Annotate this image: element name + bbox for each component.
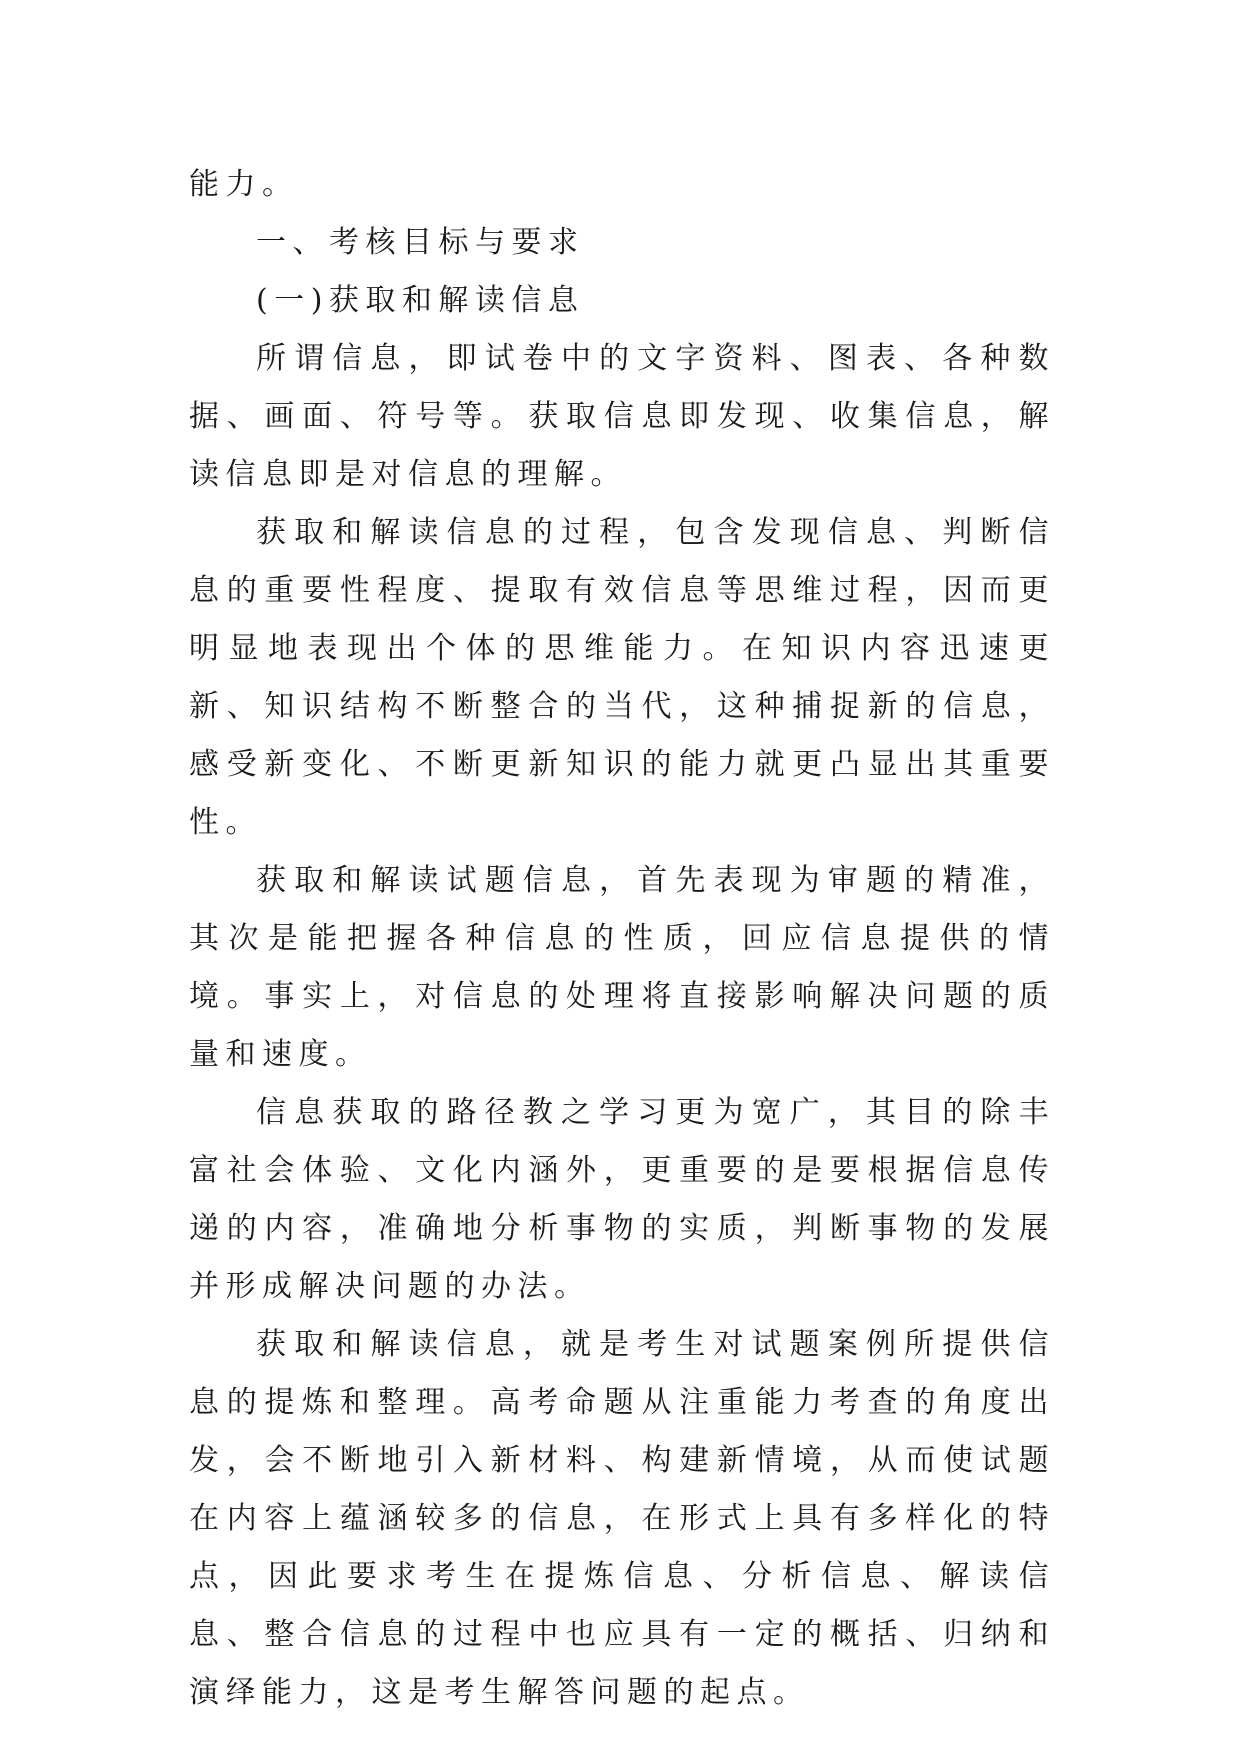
document-body xyxy=(189,156,1055,1722)
paragraph-process: 获取和解读信息的过程，包含发现信息、判断信息的重要性程度、提取有效信息等思维过程，因而更明显地表现出个体的思维能力。在知识内容迅速更新、知识结构不断整合的当代，这种捕捉新的信息，感受新变化、不断更新知识的能力就更凸显出其重要性。 xyxy=(189,515,1055,840)
subsection-heading: (一)获取和解读信息 xyxy=(256,283,585,318)
continuation-text: 能力。 xyxy=(189,167,299,202)
paragraph-definition: 所谓信息，即试卷中的文字资料、图表、各种数据、画面、符号等。获取信息即发现、收集信息，解读信息即是对信息的理解。 xyxy=(189,341,1055,492)
paragraph-path: 信息获取的路径教之学习更为宽广，其目的除丰富社会体验、文化内涵外，更重要的是要根据信息传递的内容，准确地分析事物的实质，判断事物的发展并形成解决问题的办法。 xyxy=(189,1095,1055,1304)
section-heading: 一、考核目标与要求 xyxy=(256,225,585,260)
paragraph-summary: 获取和解读信息，就是考生对试题案例所提供信息的提炼和整理。高考命题从注重能力考查的角度出发，会不断地引入新材料、构建新情境，从而使试题在内容上蕴涵较多的信息，在形式上具有多样化的特点，因此要求考生在提炼信息、分析信息、解读信息、整合信息的过程中也应具有一定的概括、归纳和演绎能力，这是考生解答问题的起点。 xyxy=(189,1327,1055,1710)
paragraph-test-info: 获取和解读试题信息，首先表现为审题的精准，其次是能把握各种信息的性质，回应信息提供的情境。事实上，对信息的处理将直接影响解决问题的质量和速度。 xyxy=(189,863,1055,1072)
